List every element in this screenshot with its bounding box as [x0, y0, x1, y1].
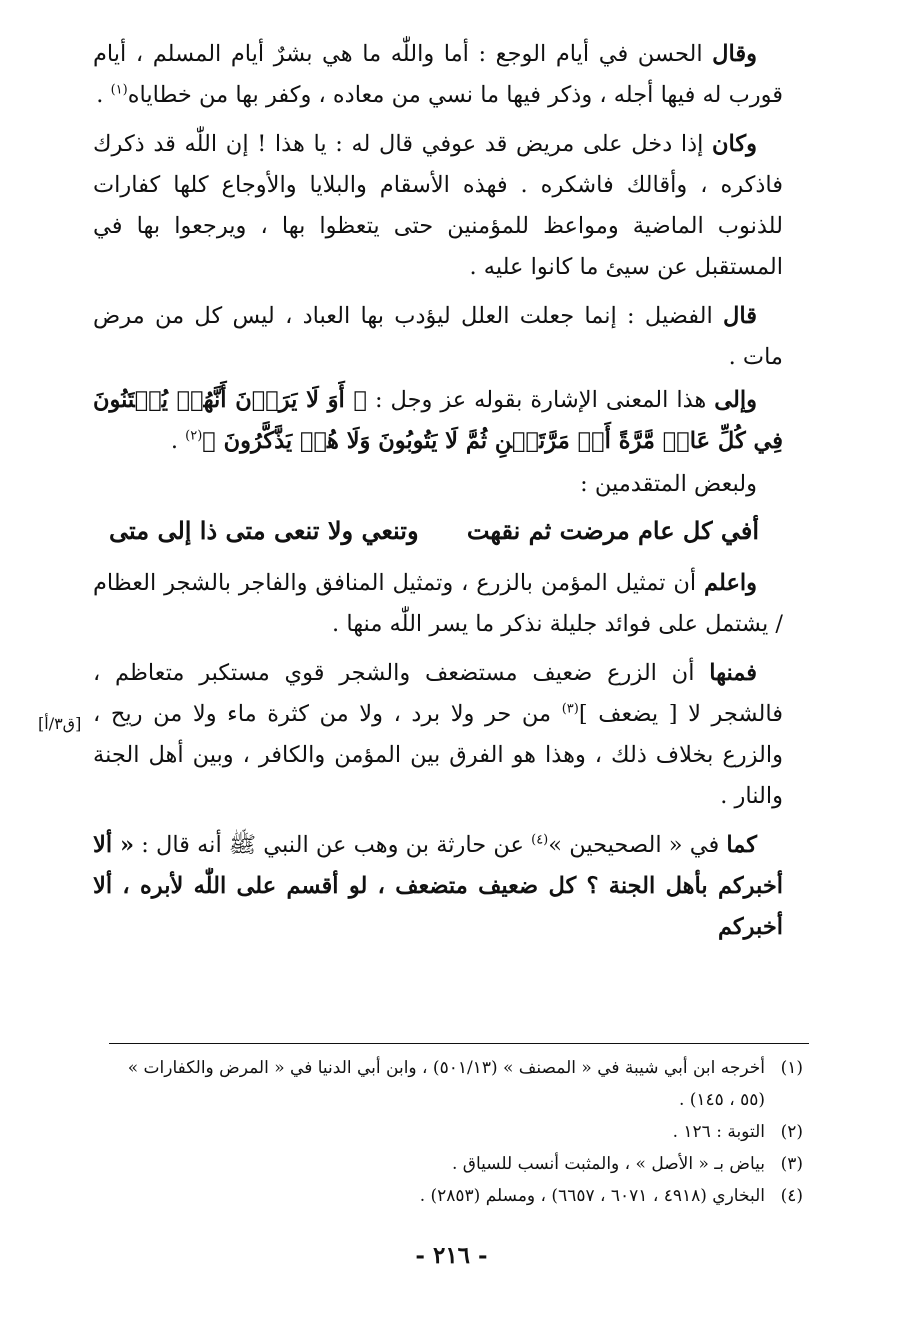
- footnote-number: (٣): [780, 1154, 803, 1174]
- footnote-ref: (٤): [531, 832, 549, 848]
- footnotes: [103, 1052, 803, 1212]
- paragraph-poem-intro: [93, 464, 783, 505]
- paragraph-lead: واعلم: [704, 570, 757, 596]
- footnote-number: (١): [780, 1058, 803, 1078]
- paragraph-sahihayn: [93, 825, 783, 948]
- paragraph-end: .: [170, 428, 186, 454]
- footnote-text: التوبة : ١٢٦ .: [672, 1122, 765, 1142]
- verse-hemistich-second: وتنعي ولا تنعى متى ذا إلى متى: [109, 516, 419, 545]
- paragraph-lead: كما: [726, 832, 757, 858]
- paragraph-crop-and-tree: [93, 653, 783, 817]
- paragraph-visiting-sick: [93, 124, 783, 288]
- footnote-divider: [109, 1043, 809, 1044]
- hadith-quote: « ألا أخبركم بأهل الجنة ؟ كل ضعيف متضعف ، لو أقسم على اللّٰه لأبره ، ألا أخبركم: [93, 832, 783, 940]
- paragraph-quran-reference: [93, 380, 783, 462]
- footnote-text: أخرجه ابن أبي شيبة في « المصنف » (٥٠١/١٣) ، وابن أبي الدنيا في « المرض والكفارات » (٥٥ ، ١٤٥) .: [127, 1058, 765, 1110]
- poetry-verse: [93, 509, 783, 553]
- paragraph-text-continued: من حر ولا برد ، ولا من كثرة ماء ولا من ريح ، والزرع بخلاف ذلك ، وهذا هو الفرق بين المؤمن والكافر ، وبين أهل الجنة والنار .: [93, 701, 783, 809]
- footnote-ref: (٢): [185, 428, 203, 444]
- footnote-item: [103, 1116, 803, 1148]
- footnote-number: (٤): [780, 1186, 803, 1206]
- paragraph-text: إذا دخل على مريض قد عوفي قال له : يا هذا ! إن اللّٰه قد ذكرك فاذكره ، وأقالك فاشكره . فهذه الأسقام والبلايا والأوجاع كلها كفارات للذنوب الماضية ومواعظ للمؤمنين حتى يتعظوا بها ، ويرجعوا بها في المستقبل عن سيئ ما كانوا عليه .: [93, 131, 783, 280]
- paragraph-hasan: [93, 34, 783, 116]
- footnote-ref: (٣): [561, 701, 579, 717]
- footnote-text: بياض بـ « الأصل » ، والمثبت أنسب للسياق .: [451, 1154, 765, 1174]
- page-number: - ٢١٦ -: [415, 1242, 488, 1269]
- manuscript-folio-marker: [ق٣/أ]: [38, 714, 82, 733]
- paragraph-text-continued: عن حارثة بن وهب عن النبي ﷺ أنه قال :: [134, 832, 532, 858]
- paragraph-text: أن الزرع ضعيف مستضعف والشجر قوي مستكبر متعاظم ، فالشجر لا [ يضعف ]: [93, 660, 783, 727]
- paragraph-text: في « الصحيحين »: [548, 832, 727, 858]
- paragraph-text: هذا المعنى الإشارة بقوله عز وجل :: [366, 387, 715, 413]
- footnote-ref: (١): [110, 82, 128, 98]
- paragraph-text: الحسن في أيام الوجع : أما واللّٰه ما هي بشرٌ أيام المسلم ، أيام قورب له فيها أجله ، وذكر فيها ما نسي من معاده ، وكفر بها من خطاياه: [93, 41, 783, 108]
- paragraph-lead: وقال: [712, 41, 757, 67]
- paragraph-lead: فمنها: [709, 660, 757, 686]
- footnote-item: [103, 1180, 803, 1212]
- paragraph-end: .: [96, 82, 111, 108]
- main-text: [93, 34, 783, 956]
- verse-hemistich-first: أفي كل عام مرضت ثم نقهت: [466, 516, 759, 545]
- paragraph-lead: قال: [723, 303, 757, 329]
- footnote-number: (٢): [780, 1122, 803, 1142]
- footnote-item: [103, 1052, 803, 1116]
- paragraph-text: ولبعض المتقدمين :: [580, 471, 757, 497]
- paragraph-text: الفضيل : إنما جعلت العلل ليؤدب بها العباد ، ليس كل من مرض مات .: [93, 303, 783, 370]
- paragraph-parable: [93, 563, 783, 645]
- quran-verse: ﴿ أَوَ لَا يَرَوۡنَ أَنَّهُمۡ يُفۡتَنُونَ فِي كُلِّ عَامٖ مَّرَّةً أَوۡ مَرَّتَيۡنِ ثُمَّ لَا يَتُوبُونَ وَلَا هُمۡ يَذَّكَّرُونَ ﴾: [93, 387, 783, 454]
- paragraph-fudayl: [93, 296, 783, 378]
- paragraph-lead: وإلى: [714, 387, 757, 413]
- paragraph-text: أن تمثيل المؤمن بالزرع ، وتمثيل المنافق والفاجر بالشجر العظام / يشتمل على فوائد جليلة نذكر ما يسر اللّٰه منها .: [93, 570, 783, 637]
- footnote-item: [103, 1148, 803, 1180]
- paragraph-lead: وكان: [712, 131, 757, 157]
- footnote-text: البخاري (٤٩١٨ ، ٦٠٧١ ، ٦٦٥٧) ، ومسلم (٢٨٥٣) .: [419, 1186, 765, 1206]
